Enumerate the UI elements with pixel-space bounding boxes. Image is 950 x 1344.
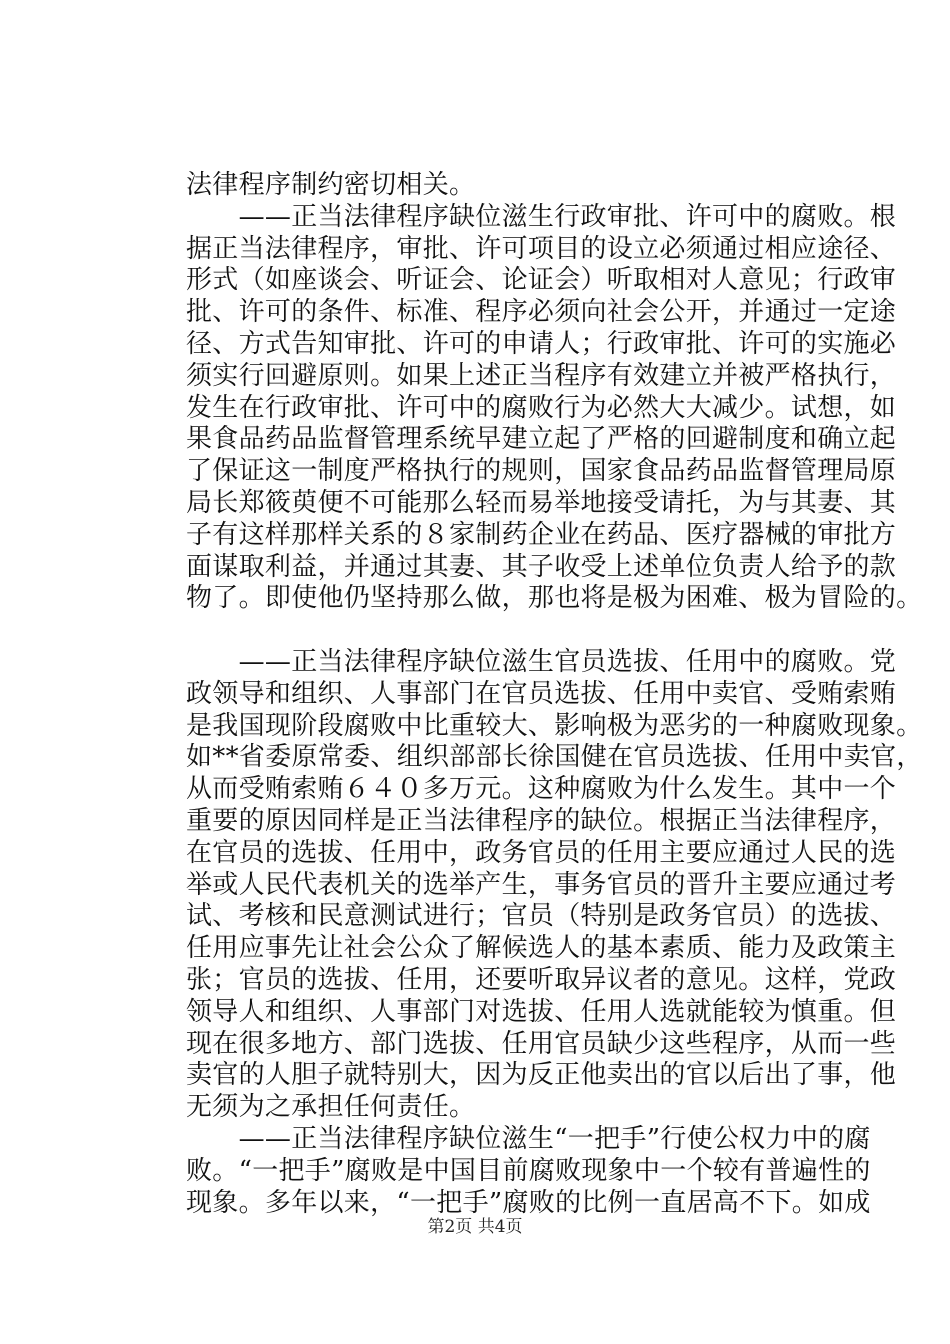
text-line: 形式（如座谈会、听证会、论证会）听取相对人意见；行政审	[186, 265, 897, 296]
text-line: 是我国现阶段腐败中比重较大、影响极为恶劣的一种腐败现象。	[186, 710, 923, 741]
text-line: 重要的原因同样是正当法律程序的缺位。根据正当法律程序，	[186, 805, 897, 836]
text-line: 须实行回避原则。如果上述正当程序有效建立并被严格执行，	[186, 360, 897, 391]
text-line: 现在很多地方、部门选拔、任用官员缺少这些程序，从而一些	[186, 1028, 897, 1059]
text-line: 物了。即使他仍坚持那么做，那也将是极为困难、极为冒险的。	[186, 583, 923, 614]
text-line: 面谋取利益，并通过其妻、其子收受上述单位负责人给予的款	[186, 551, 897, 582]
blank-line	[186, 615, 826, 647]
body-text	[186, 170, 923, 1219]
text-line: 卖官的人胆子就特别大，因为反正他卖出的官以后出了事，他	[186, 1060, 897, 1091]
text-line: 发生在行政审批、许可中的腐败行为必然大大减少。试想，如	[186, 392, 897, 423]
text-line: 从而受贿索贿６４０多万元。这种腐败为什么发生。其中一个	[186, 774, 897, 805]
text-line: 举或人民代表机关的选举产生，事务官员的晋升主要应通过考	[186, 869, 897, 900]
text-line: 据正当法律程序，审批、许可项目的设立必须通过相应途径、	[186, 233, 897, 264]
text-line: 任用应事先让社会公众了解候选人的基本素质、能力及政策主	[186, 933, 897, 964]
text-line: 在官员的选拔、任用中，政务官员的任用主要应通过人民的选	[186, 837, 897, 868]
page-number-footer: 第2页 共4页	[427, 1217, 523, 1237]
text-line: 子有这样那样关系的８家制药企业在药品、医疗器械的审批方	[186, 519, 897, 550]
text-line: 试、考核和民意测试进行；官员（特别是政务官员）的选拔、	[186, 901, 897, 932]
text-line: 张；官员的选拔、任用，还要听取异议者的意见。这样，党政	[186, 964, 897, 995]
text-line: 了保证这一制度严格执行的规则，国家食品药品监督管理局原	[186, 456, 897, 487]
text-line: 如**省委原常委、组织部部长徐国健在官员选拔、任用中卖官，	[186, 742, 923, 773]
text-line: ——正当法律程序缺位滋生官员选拔、任用中的腐败。党	[186, 646, 897, 677]
text-line: 败。“一把手”腐败是中国目前腐败现象中一个较有普遍性的	[186, 1155, 871, 1186]
text-line: 无须为之承担任何责任。	[186, 1092, 476, 1123]
text-line: 法律程序制约密切相关。	[186, 170, 476, 200]
text-line: 领导人和组织、人事部门对选拔、任用人选就能较为慎重。但	[186, 996, 897, 1027]
text-line: 批、许可的条件、标准、程序必须向社会公开，并通过一定途	[186, 297, 897, 328]
text-line: 政领导和组织、人事部门在官员选拔、任用中卖官、受贿索贿	[186, 678, 897, 709]
text-line: 径、方式告知审批、许可的申请人；行政审批、许可的实施必	[186, 328, 897, 359]
text-line: 现象。多年以来，“一把手”腐败的比例一直居高不下。如成	[186, 1187, 871, 1218]
text-line: ——正当法律程序缺位滋生“一把手”行使公权力中的腐	[186, 1123, 871, 1154]
text-line: 果食品药品监督管理系统早建立起了严格的回避制度和确立起	[186, 424, 897, 455]
text-line: ——正当法律程序缺位滋生行政审批、许可中的腐败。根	[186, 201, 897, 232]
text-line: 局长郑筱萸便不可能那么轻而易举地接受请托，为与其妻、其	[186, 487, 897, 518]
